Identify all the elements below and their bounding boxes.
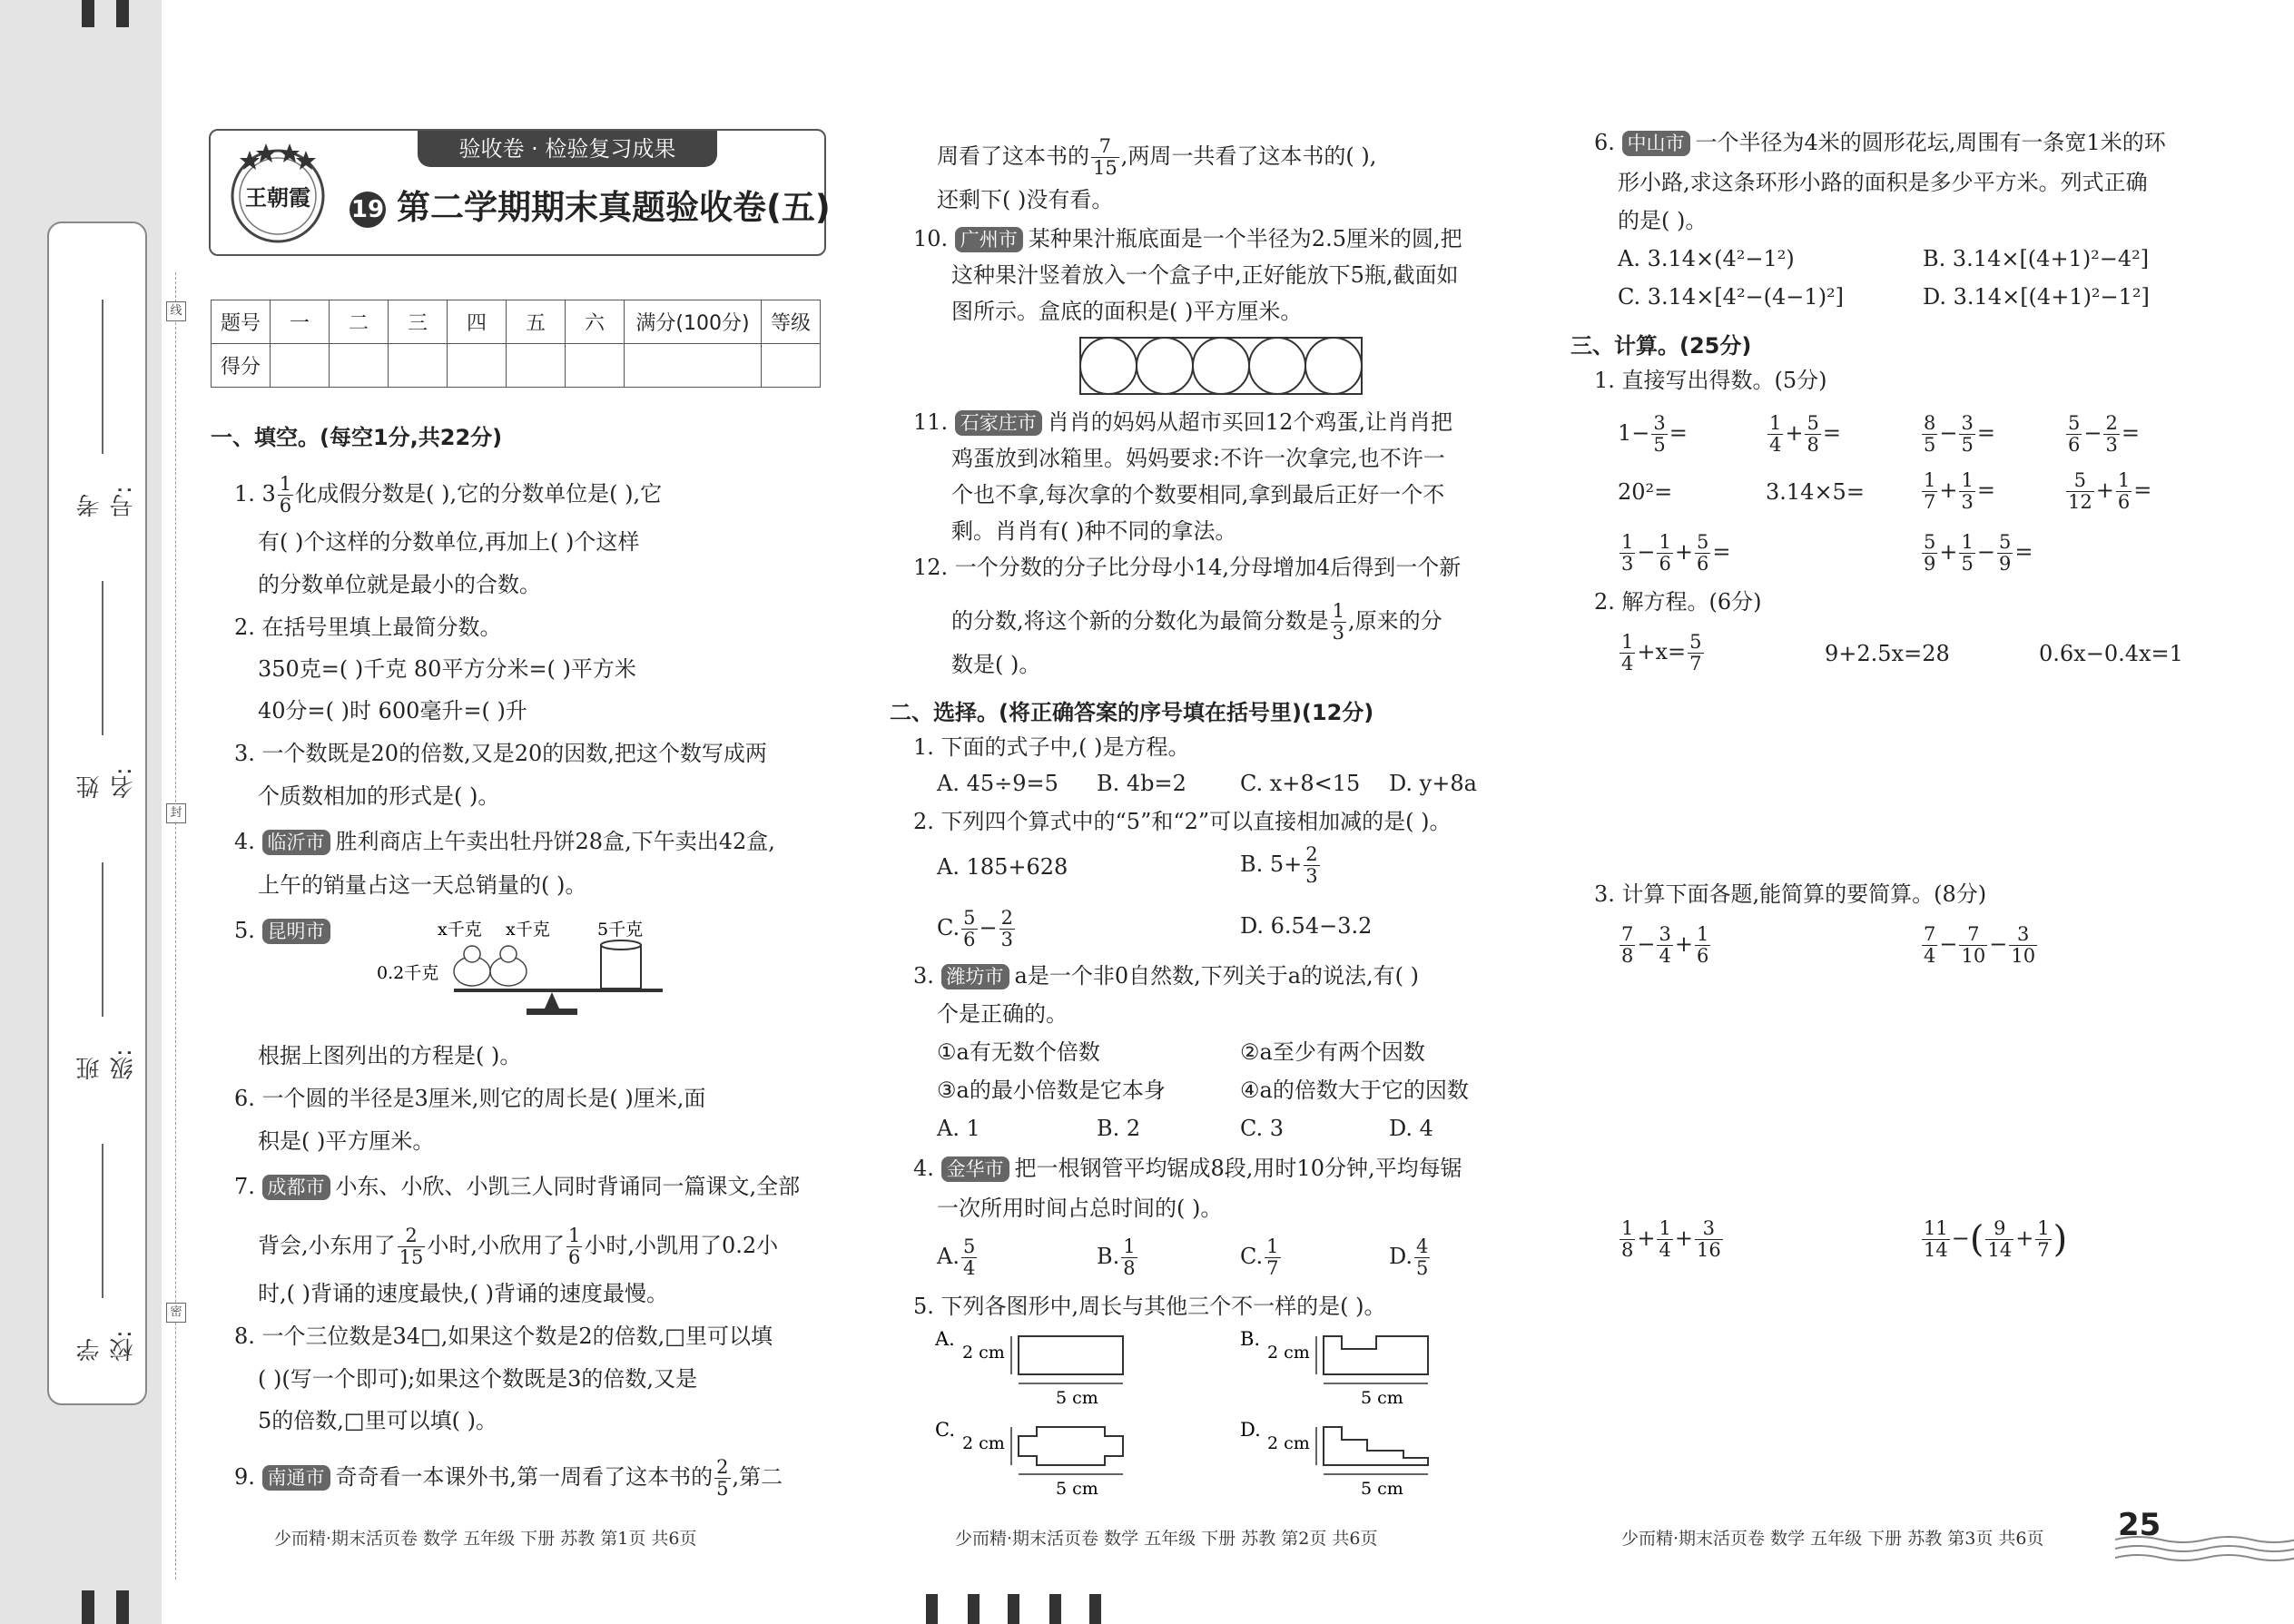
choice-3: 3. 潍坊市 a是一个非0自然数,下列关于a的说法,有( ) (913, 963, 1420, 989)
question-11: 11. 石家庄市 肖肖的妈妈从超市买回12个鸡蛋,让肖肖把 (913, 409, 1452, 435)
question-12: 12. 一个分数的分子比分母小14,分母增加4后得到一个新 (913, 555, 1462, 580)
seal-char: 封 (166, 803, 186, 823)
region-tag: 南通市 (262, 1465, 330, 1491)
section-heading: 一、填空。(每空1分,共22分) (211, 425, 503, 450)
svg-text:5 cm: 5 cm (1361, 1388, 1403, 1408)
question-10: 10. 广州市 某种果汁瓶底面是一个半径为2.5厘米的圆,把 (913, 226, 1462, 251)
region-tag: 金华市 (941, 1156, 1009, 1182)
calc-3: 3. 计算下面各题,能简算的要简算。(8分) (1594, 881, 1987, 907)
svg-text:5 cm: 5 cm (1056, 1479, 1098, 1499)
svg-text:C.: C. (935, 1419, 955, 1441)
badge-number: 19 (350, 192, 386, 228)
figure-b-notched (1240, 1327, 1440, 1418)
region-tag: 昆明市 (262, 919, 330, 944)
svg-text:5千克: 5千克 (597, 920, 644, 940)
school-label: 学校: (76, 1330, 137, 1362)
figure-d-staircase (1240, 1418, 1440, 1509)
question-6-col3: 6. 中山市 一个半径为4米的圆形花坛,周围有一条宽1米的环 (1594, 130, 2166, 155)
exam-number-field[interactable] (73, 300, 137, 517)
svg-text:2 cm: 2 cm (1267, 1433, 1310, 1453)
question-4: 4. 临沂市 胜利商店上午卖出牡丹饼28盒,下午卖出42盒, (234, 829, 775, 854)
question-6: 6. 一个圆的半径是3厘米,则它的周长是( )厘米,面 (234, 1086, 706, 1111)
svg-text:2 cm: 2 cm (962, 1343, 1005, 1363)
banner: 验收卷 · 检验复习成果 (418, 131, 717, 167)
name-field[interactable] (73, 581, 137, 799)
region-tag: 成都市 (262, 1175, 330, 1200)
seal-char: 密 (166, 1303, 186, 1323)
svg-text:D.: D. (1240, 1419, 1261, 1441)
svg-text:5 cm: 5 cm (1361, 1479, 1403, 1499)
name-label: 姓名: (76, 767, 137, 799)
class-field[interactable] (73, 862, 137, 1080)
seal-char: 线 (166, 301, 186, 321)
question-5: 5. 昆明市 (234, 917, 336, 944)
corner-mark (1089, 1594, 1101, 1624)
publisher-logo (222, 138, 333, 245)
corner-mark (82, 0, 94, 27)
figure-c-cross (935, 1418, 1135, 1509)
region-tag: 石家庄市 (955, 410, 1042, 436)
school-field[interactable] (73, 1144, 137, 1362)
bottles-cross-section (1078, 336, 1365, 396)
svg-text:5 cm: 5 cm (1056, 1388, 1098, 1408)
svg-text:A.: A. (935, 1328, 955, 1350)
calc-1: 1. 直接写出得数。(5分) (1594, 368, 1827, 393)
page-footer: 少而精·期末活页卷 数学 五年级 下册 苏教 第3页 共6页 (1621, 1529, 2044, 1549)
region-tag: 中山市 (1622, 131, 1690, 156)
wave-decoration (2115, 1534, 2294, 1567)
corner-mark (926, 1594, 938, 1624)
question-9: 9. 南通市 奇奇看一本课外书,第一周看了这本书的 $\frac{2}{5}$ ,第二 (234, 1456, 783, 1500)
corner-mark (1008, 1594, 1019, 1624)
region-tag: 临沂市 (262, 830, 330, 855)
question-3: 3. 一个数既是20的倍数,又是20的因数,把这个数写成两 (234, 741, 767, 766)
svg-text:王朝霞: 王朝霞 (245, 184, 310, 211)
balance-scale-figure (372, 912, 672, 1021)
page-footer: 少而精·期末活页卷 数学 五年级 下册 苏教 第2页 共6页 (955, 1529, 1378, 1549)
region-tag: 广州市 (955, 227, 1023, 252)
svg-text:0.2千克: 0.2千克 (377, 963, 439, 983)
choice-1: 1. 下面的式子中,( )是方程。 (913, 734, 1190, 760)
page-number: 25 (2118, 1507, 2161, 1543)
choice-4: 4. 金华市 把一根钢管平均锯成8段,用时10分钟,平均每锯 (913, 1156, 1462, 1181)
table-row[interactable]: 得分 (212, 344, 821, 388)
page-footer: 少而精·期末活页卷 数学 五年级 下册 苏教 第1页 共6页 (274, 1529, 697, 1549)
choice-2: 2. 下列四个算式中的“5”和“2”可以直接相加减的是( )。 (913, 809, 1452, 834)
class-label: 班级: (76, 1048, 137, 1080)
section-heading: 三、计算。(25分) (1570, 333, 1752, 359)
svg-text:2 cm: 2 cm (962, 1433, 1005, 1453)
question-7: 7. 成都市 小东、小欣、小凯三人同时背诵同一篇课文,全部 (234, 1174, 801, 1199)
svg-text:2 cm: 2 cm (1267, 1343, 1310, 1363)
cut-line (175, 272, 176, 1580)
question-1: 1. 3 $\frac{1}{6}$ 化成假分数是( ),它的分数单位是( ),它 (234, 473, 663, 517)
svg-text:x千克: x千克 (506, 920, 550, 940)
choice-5: 5. 下列各图形中,周长与其他三个不一样的是( )。 (913, 1294, 1386, 1319)
exam-number-label: 考号: (76, 486, 137, 517)
corner-mark (968, 1594, 980, 1624)
corner-mark (116, 0, 129, 27)
svg-text:x千克: x千克 (438, 920, 482, 940)
corner-mark (1049, 1594, 1061, 1624)
question-8: 8. 一个三位数是34□,如果这个数是2的倍数,□里可以填 (234, 1324, 773, 1349)
calc-2: 2. 解方程。(6分) (1594, 589, 1762, 615)
corner-mark (82, 1590, 94, 1624)
corner-mark (116, 1590, 129, 1624)
question-2: 2. 在括号里填上最简分数。 (234, 615, 502, 640)
page-title: 19 第二学期期末真题验收卷(五) (350, 188, 831, 227)
svg-text:B.: B. (1240, 1328, 1261, 1350)
section-heading: 二、选择。(将正确答案的序号填在括号里)(12分) (890, 700, 1374, 725)
figure-a-rectangle (935, 1327, 1135, 1418)
region-tag: 潍坊市 (941, 964, 1009, 989)
table-row: 题号 一 二 三 四 五 六 满分(100分) 等级 (212, 300, 821, 344)
score-table (211, 300, 821, 388)
